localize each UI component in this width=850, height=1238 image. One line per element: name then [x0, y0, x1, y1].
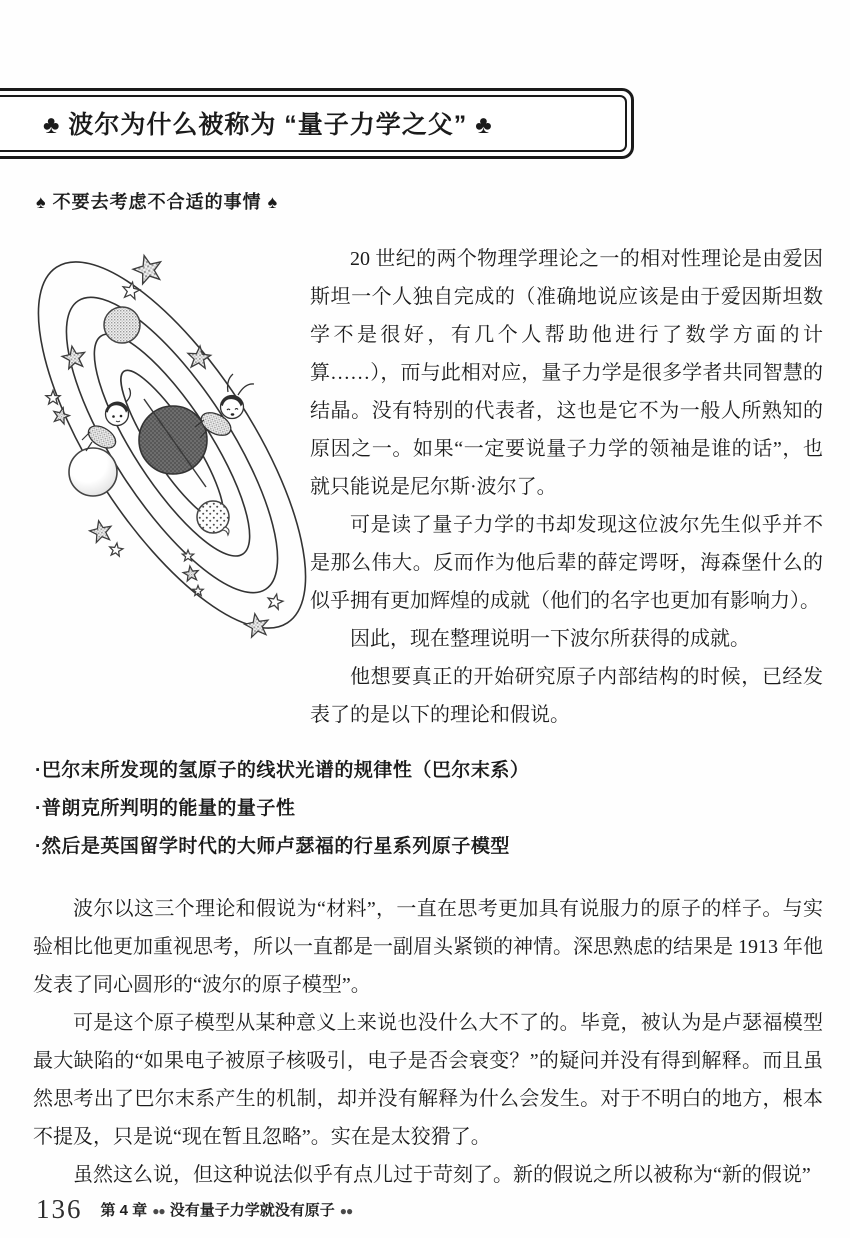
dots-separator-icon: ●●: [339, 1203, 353, 1218]
paragraph: 20 世纪的两个物理学理论之一的相对性理论是由爱因斯坦一个人独自完成的（准确地说应该是由于爱因斯坦数学不是很好，有几个人帮助他进行了数学方面的计算……），而与此相对应，量子力学是很多学者共同智慧的结晶。没有特别的代表者，这也是它不为一般人所熟知的原因之一。如果“一定要说量子力学的领袖是谁的话”，也就只能说是尼尔斯·波尔了。: [310, 248, 823, 498]
paragraph: 可是读了量子力学的书却发现这位波尔先生似乎并不是那么伟大。反而作为他后辈的薛定谔呀，海森堡什么的似乎拥有更加辉煌的成就（他们的名字也更加有影响力）。: [310, 514, 823, 612]
chapter-line: [101, 1199, 353, 1220]
body-text-column: [310, 240, 823, 734]
star-icon: [187, 345, 212, 369]
section-heading: ♠ 不要去考虑不合适的事情 ♠: [36, 192, 279, 212]
star-icon: [46, 391, 60, 405]
page-footer: [36, 1194, 352, 1225]
star-icon: [243, 612, 270, 638]
paragraph: 因此，现在整理说明一下波尔所获得的成就。: [350, 628, 750, 650]
paragraph: 波尔以这三个理论和假说为“材料”，一直在思考更加具有说服力的原子的样子。与实验相比他更加重视思考，所以一直都是一副眉头紧锁的神情。深思熟虑的结果是 1913 年他发表了同心圆形的“波尔的原子模型”。: [33, 898, 823, 996]
star-icon: [109, 542, 124, 556]
atom-illustration: [30, 240, 310, 695]
electron-ball-white: [69, 448, 117, 496]
body-text-full: [33, 890, 823, 1194]
paragraph: 他想要真正的开始研究原子内部结构的时候，已经发表了的是以下的理论和假说。: [310, 666, 823, 726]
bullet-item: ·巴尔末所发现的氢原子的线状光谱的规律性（巴尔末系）: [35, 760, 530, 781]
star-icon: [130, 252, 165, 286]
star-icon: [266, 593, 284, 610]
page-title: ♣ 波尔为什么被称为 “量子力学之父” ♣: [0, 95, 627, 152]
star-icon: [88, 518, 114, 543]
electron-ball-gray: [104, 307, 140, 343]
bullet-item: ·然后是英国留学时代的大师卢瑟福的行星系列原子模型: [35, 836, 510, 857]
star-icon: [61, 344, 87, 369]
dots-separator-icon: ●●: [152, 1203, 165, 1218]
paragraph: 可是这个原子模型从某种意义上来说也没什么大不了的。毕竟，被认为是卢瑟福模型最大缺陷的“如果电子被原子核吸引，电子是否会衰变？”的疑问并没有得到解释。而且虽然思考出了巴尔末系产生的机制，却并没有解释为什么会发生。对于不明白的地方，根本不提及，只是说“现在暂且忽略”。实在是太狡猾了。: [33, 1012, 823, 1148]
dotted-ball-tail: [222, 527, 229, 535]
paragraph: 虽然这么说，但这种说法似乎有点儿过于苛刻了。新的假说之所以被称为“新的假说”: [73, 1164, 811, 1186]
bullet-item: ·普朗克所判明的能量的量子性: [35, 798, 296, 819]
star-icon: [121, 281, 141, 300]
chapter-title: 没有量子力学就没有原子: [169, 1202, 335, 1219]
theory-bullet-list: [35, 752, 529, 866]
star-icon: [182, 565, 199, 581]
cartoon-character-left: [82, 388, 130, 453]
chapter-title-box: [0, 88, 634, 159]
star-icon: [193, 586, 203, 596]
page-number: 136: [36, 1194, 83, 1224]
chapter-label: 第 4 章: [100, 1202, 148, 1219]
content-row: [30, 240, 823, 734]
planetary-atom-svg: [30, 250, 330, 695]
